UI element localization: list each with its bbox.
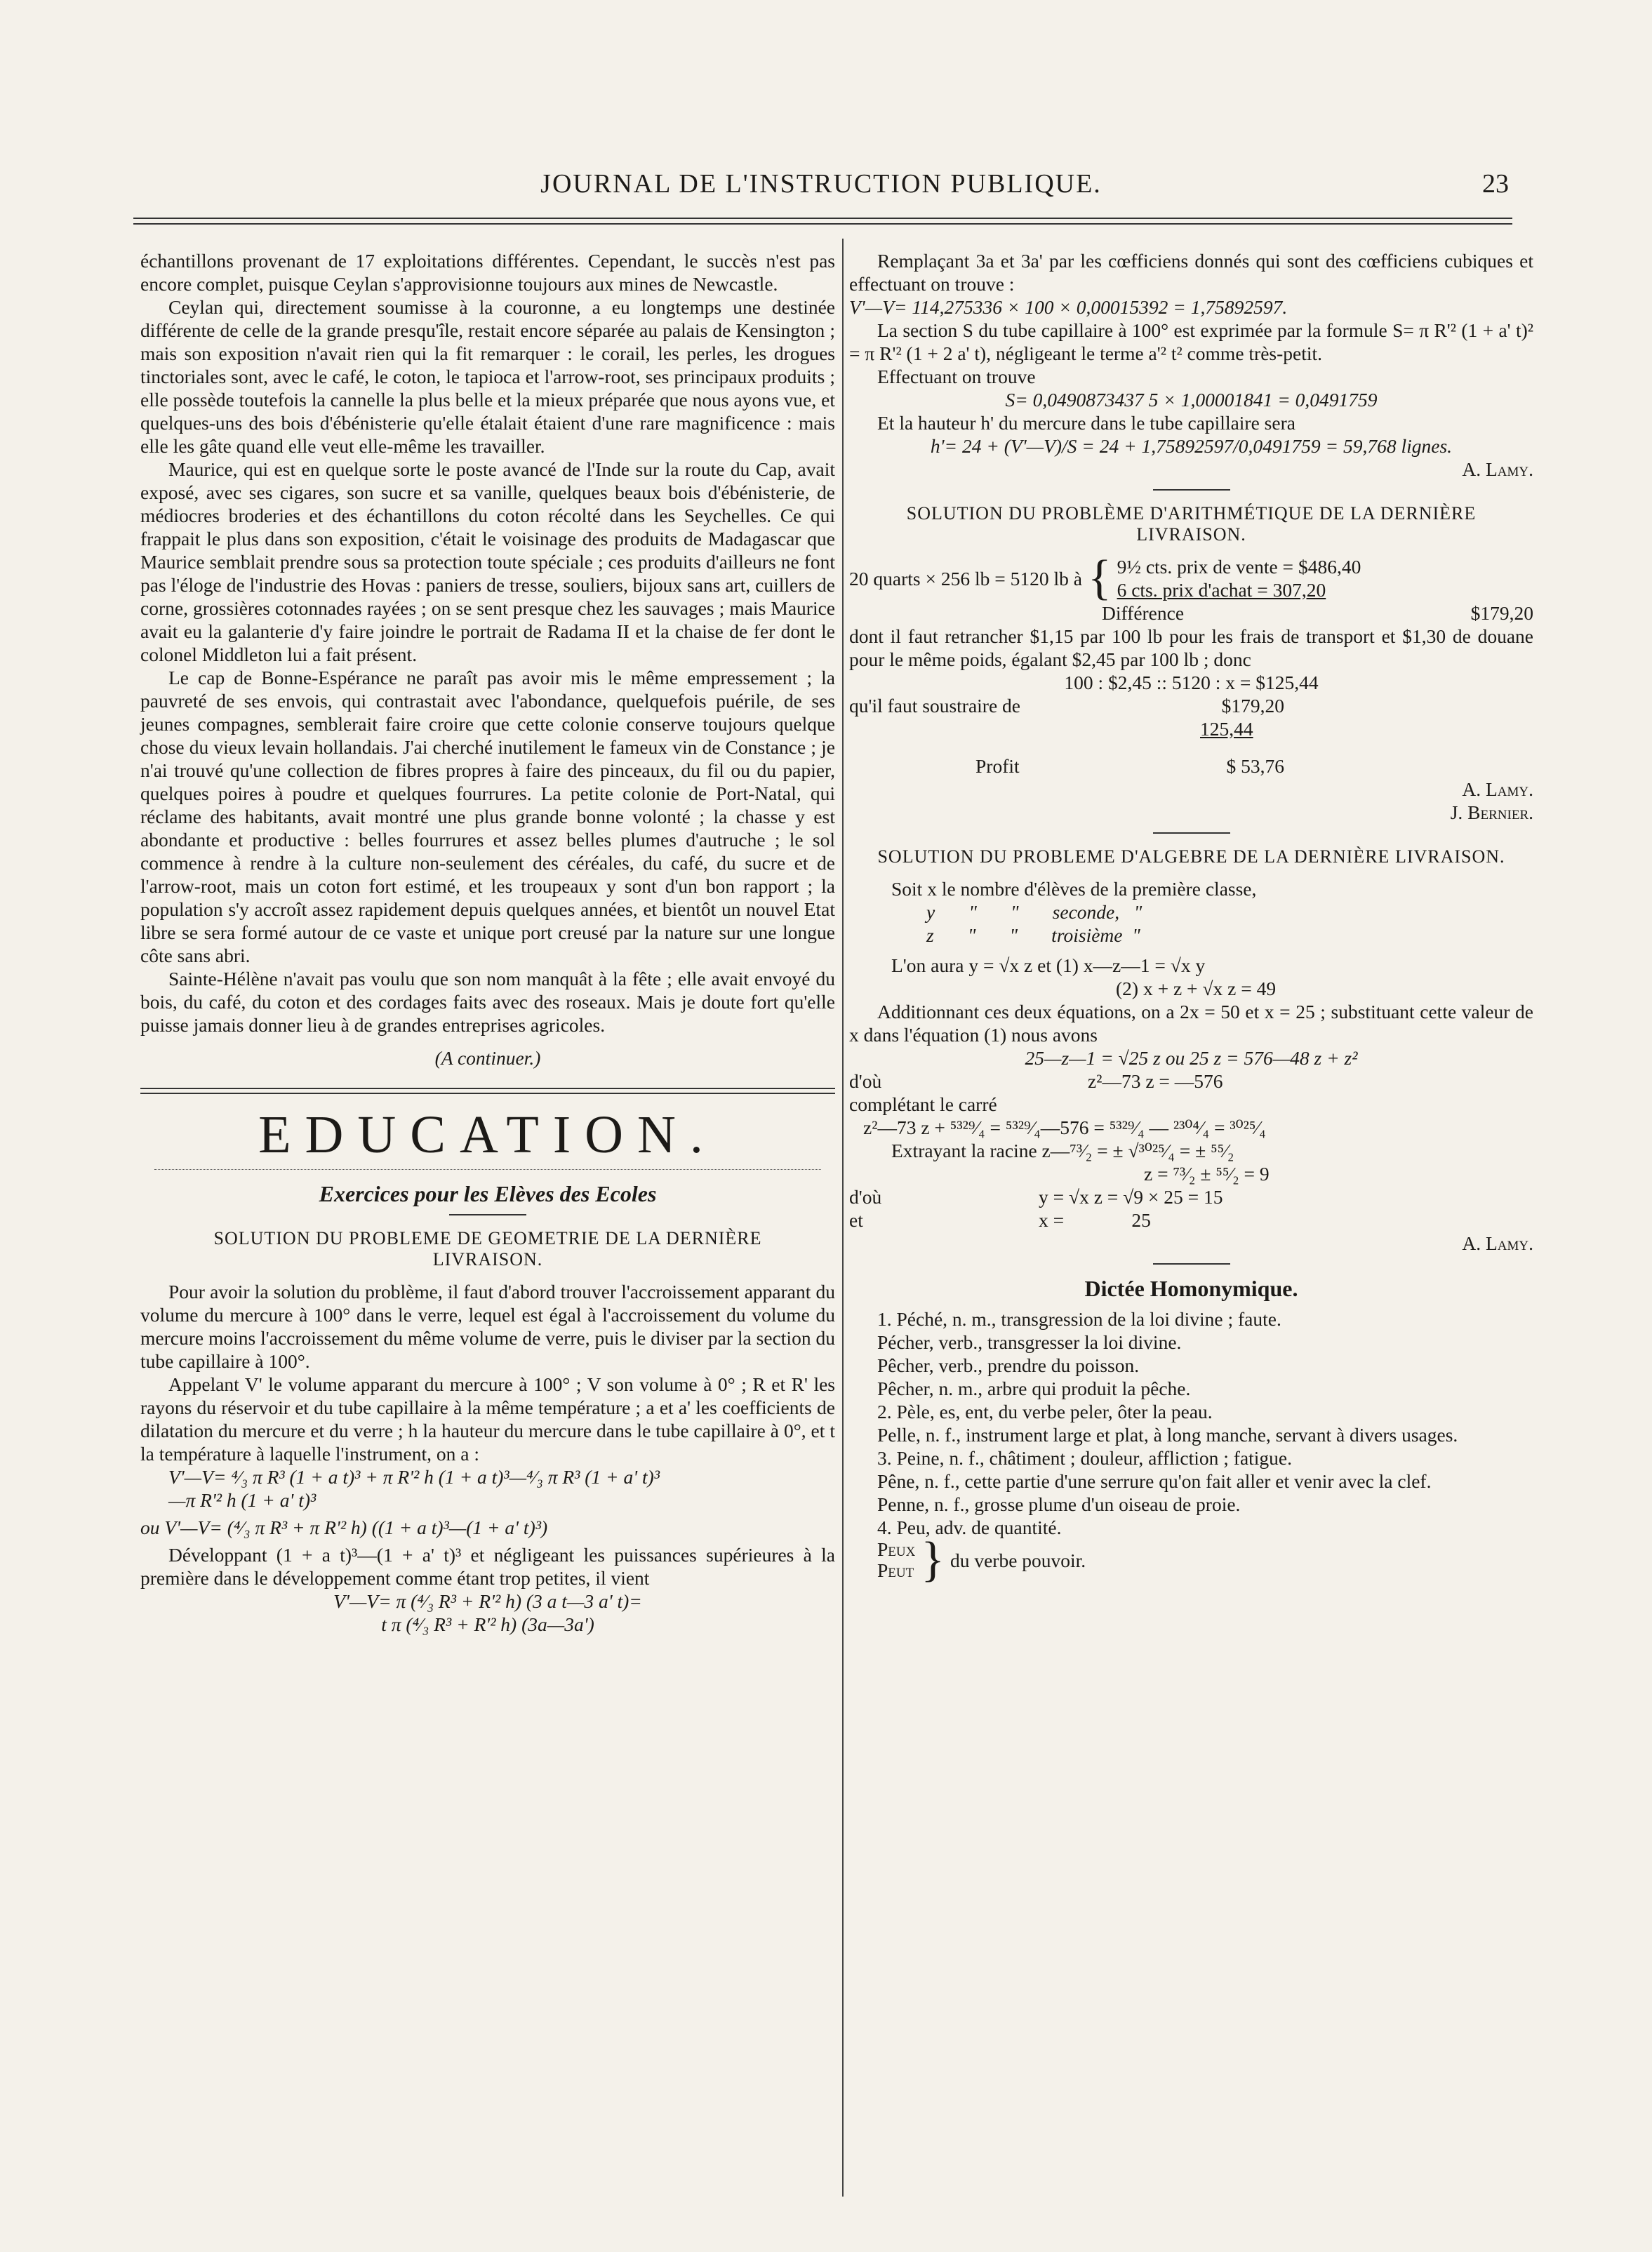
paragraph: Additionnant ces deux équations, on a 2x = 50 et x = 25 ; substituant cette valeur de x dans l'équation (1) nous avons [849,1001,1533,1046]
page-number: 23 [1482,169,1509,199]
page-header [133,161,1509,204]
algebra-line: complétant le carré [849,1093,997,1115]
equation: h'= 24 + (V'—V)/S = 24 + 1,75892597/0,0491759 = 59,768 lignes. [930,435,1453,457]
dictee-item: Pelle, n. f., instrument large et plat, à long manche, servant à divers usages. [877,1424,1458,1446]
paragraph: Maurice, qui est en quelque sorte le poste avancé de l'Inde sur la route du Cap, avait exposé, avec ses cigares, son sucre et sa vanille, quelques beaux bois d'ébénisterie, de médiocres broderies et des échantillons du coton récolté dans les Seychelles. Ce qui frappait le plus dans son exposition, c'était le voisinage des produits de Madagascar que Maurice semblait prendre sous sa protection toute spéciale ; ces produits d'ailleurs ne font pas l'éloge de l'industrie des Hovas : paniers de tresse, souliers, bijoux sans art, cuillers de corne, grossières cotonnades rayées ; on se sent presque chez les sauvages ; mais Maurice avait eu la galanterie d'y faire joindre le portrait de Radama II et la chaise de fer dont le colonel Middleton lui a fait présent. [140,458,835,665]
paragraph: Sainte-Hélène n'avait pas voulu que son nom manquât à la fête ; elle avait envoyé du bois, du café, du coton et des cordages faits avec des roseaux. Mais je doute fort qu'elle puisse jamais donner lieu à de grandes entreprises agricoles. [140,968,835,1036]
row-eq: z²—73 z = —576 [1088,1070,1223,1092]
algebra-line: z " " troisième " [926,924,1140,946]
algebra-title: SOLUTION DU PROBLEME D'ALGEBRE DE LA DERNIÈRE LIVRAISON. [877,846,1505,867]
paragraph: Le cap de Bonne-Espérance ne paraît pas avoir mis le même empressement ; la pauvreté de ses envois, qui contrastait avec l'abondance, quelquefois puérile, de ses jeunes compagnes, semblerait faire croire que cette colonie conserve toujours quelque chose du vieux levain hollandais. J'ai cherché inutilement le fameux vin de Constance ; je n'ai trouvé qu'une collection de fibres propres à faire des pinceaux, du fil ou du papier, quelques poires à poudre et quelques fourrures. La petite colonie de Port-Natal, qui réclame des habitants, avait montré une plus grande bonne volonté ; la chasse y est abondante et productive : belles fourrures et assez belles plumes d'autruche ; le sol commence à rendre à la culture non-seulement des céréales, du café, du sucre et de l'arrow-root, mais un coton fort estimé, et les troupeaux y sont d'un bon rapport ; la population s'y accroît assez rapidement depuis quelques années, et bientôt un nouvel Etat libre se sera formé autour de ce vaste et unique port creusé par la nature sur une longue côte sans abri. [140,667,835,966]
arith-cost: 6 cts. prix d'achat = 307,20 [1117,579,1326,601]
row-label: et [849,1209,863,1231]
equation: V'—V= π (⁴⁄₃ R³ + R'² h) (3 a t—3 a' t)= [333,1590,642,1612]
left-column [140,249,835,1636]
equation: S= 0,0490873437 5 × 1,00001841 = 0,0491759 [1005,389,1378,411]
short-rule [1153,1263,1230,1265]
column-divider [842,239,844,2197]
sub-label: qu'il faut soustraire de [849,695,1020,717]
brace: { [1087,551,1112,605]
peut: Peut [877,1559,914,1581]
algebra-row [849,1208,1533,1232]
equation: z²—73 z + ⁵³²⁹⁄₄ = ⁵³²⁹⁄₄—576 = ⁵³²⁹⁄₄ — ²³⁰⁴⁄₄ = ³⁰²⁵⁄₄ [863,1117,1266,1138]
row-label: d'où [849,1186,882,1208]
algebra-line: L'on aura y = √x z et (1) x—z—1 = √x y [891,954,1206,976]
geometry-title: SOLUTION DU PROBLEME DE GEOMETRIE DE LA DERNIÈRE LIVRAISON. [213,1228,762,1270]
header-rule [133,218,1512,225]
dictee-item: 2. Pèle, es, ent, du verbe peler, ôter la peau. [877,1401,1213,1423]
profit-label: Profit [975,755,1020,777]
to-be-continued: (A continuer.) [434,1047,541,1069]
right-column [849,249,1533,1587]
equation: —π R'² h (1 + a' t)³ [168,1489,317,1511]
arith-sale: 9½ cts. prix de vente = $486,40 [1117,556,1361,578]
short-rule [1153,832,1230,834]
equation: Extrayant la racine z—⁷³⁄₂ = ± √³⁰²⁵⁄₄ = ± ⁵⁵⁄₂ [891,1140,1234,1161]
algebra-row [849,1070,1533,1093]
equation: V'—V= ⁴⁄₃ π R³ (1 + a t)³ + π R'² h (1 + a t)³—⁴⁄₃ π R³ (1 + a' t)³ [168,1466,660,1488]
dictee-item: Pêcher, verb., prendre du poisson. [877,1354,1140,1376]
paragraph: La section S du tube capillaire à 100° est exprimée par la formule S= π R'² (1 + a' t)² = π R'² (1 + 2 a' t), négligeant le terme a'² t² comme très-petit. [849,319,1533,364]
equation: z = ⁷³⁄₂ ± ⁵⁵⁄₂ = 9 [1144,1163,1270,1185]
paragraph: Et la hauteur h' du mercure dans le tube capillaire sera [877,412,1295,434]
paragraph: Remplaçant 3a et 3a' par les cœfficiens donnés qui sont des cœfficiens cubiques et effectuant on trouve : [849,250,1533,295]
row-label: d'où [849,1070,882,1092]
signature: A. Lamy. [1462,778,1533,800]
dictee-item: Pêcher, n. m., arbre qui produit la pêche. [877,1378,1191,1399]
arith-line [849,551,1533,605]
signature: A. Lamy. [1462,1232,1533,1254]
paragraph: dont il faut retrancher $1,15 par 100 lb pour les frais de transport et $1,30 de douane pour le même poids, égalant $2,45 par 100 lb ; donc [849,625,1533,670]
profit-value: $ 53,76 [1226,755,1284,777]
dictee-list [849,1307,1533,1587]
equation: 25—z—1 = √25 z ou 25 z = 576—48 z + z² [1025,1047,1358,1069]
dictee-title: Dictée Homonymique. [1084,1276,1298,1301]
arith-diff [849,601,1533,625]
row-eq: y = √x z = √9 × 25 = 15 [1039,1186,1223,1208]
dictee-item: 1. Péché, n. m., transgression de la loi divine ; faute. [877,1308,1281,1330]
algebra-row [849,1185,1533,1208]
paragraph: Développant (1 + a t)³—(1 + a' t)³ et négligeant les puissances supérieures à la première dans le développement comme étant trop petites, il vient [140,1544,835,1589]
signature: J. Bernier. [1450,801,1533,823]
paragraph: Ceylan qui, directement soumisse à la couronne, a eu longtemps une destinée différente de celle de la grande presqu'île, restait encore séparée au palais de Kensington ; mais son exposition n'avait rien qui la fit remarquer : le corail, les perles, les drogues tinctoriales sont, avec le café, le coton, le tapioca et l'arrow-root, ses principaux produits ; elle possède toutefois la cannelle la plus belle et la mieux préparée que nous ayons vue, et quelques-uns des bois d'ébénisterie qu'elle étalait étaient d'une rare magnificence : mais elle les gâte quand elle veut elle-même les travailler. [140,296,835,457]
equation: V'—V= 114,275336 × 100 × 0,00015392 = 1,75892597. [849,296,1288,318]
dictee-item: Pêne, n. f., cette partie d'une serrure qu'on fait aller et venir avec la clef. [877,1470,1432,1492]
dictee-item [849,1533,1533,1587]
dotted-rule [154,1169,821,1170]
row-eq: x = 25 [1039,1209,1151,1231]
pouvoir-note: du verbe pouvoir. [950,1549,1086,1571]
signature: A. Lamy. [1462,458,1533,480]
dictee-item: Pécher, verb., transgresser la loi divine. [877,1331,1182,1353]
paragraph: Pour avoir la solution du problème, il faut d'abord trouver l'accroissement apparant du volume du mercure à 100° dans le verre, lequel est égal à l'accroissement du volume du mercure moins l'accroissement du même volume de verre, puis le diviser par la section du tube capillaire à 100°. [140,1281,835,1372]
dictee-item: Penne, n. f., grosse plume d'un oiseau de proie. [877,1493,1241,1515]
section-title: EDUCATION. [258,1105,717,1164]
arithmetic-title: SOLUTION DU PROBLÈME D'ARITHMÉTIQUE DE LA DERNIÈRE LIVRAISON. [906,503,1477,545]
arith-sub [849,694,1284,717]
paragraph: Appelant V' le volume apparant du mercure à 100° ; V son volume à 0° ; R et R' les rayons du réservoir et du tube capillaire à la même température ; a et a' les coefficients de dilatation du mercure et du verre ; h la hauteur du mercure dans le tube capillaire à 0°, et t la température à laquelle l'instrument, on a : [140,1373,835,1465]
proportion: 100 : $2,45 :: 5120 : x = $125,44 [1064,672,1319,693]
paragraph: Effectuant on trouve [877,366,1036,387]
algebra-line: (2) x + z + √x z = 49 [1116,978,1277,999]
running-title: JOURNAL DE L'INSTRUCTION PUBLIQUE. [540,169,1102,199]
arith-profit [849,754,1284,778]
dictee-item: 4. Peu, adv. de quantité. [877,1517,1062,1538]
paragraph: échantillons provenant de 17 exploitations différentes. Cependant, le succès n'est pas encore complet, puisque Ceylan s'approvisionne toujours aux mines de Newcastle. [140,250,835,295]
algebra-line: Soit x le nombre d'élèves de la première classe, [891,878,1257,900]
diff-label: Différence [1102,602,1185,624]
peux: Peux [877,1538,916,1560]
short-rule [1153,489,1230,491]
subhead: Exercices pour les Elèves des Ecoles [319,1181,657,1206]
dictee-item: 3. Peine, n. f., châtiment ; douleur, affliction ; fatigue. [877,1447,1293,1469]
equation: ou V'—V= (⁴⁄₃ π R³ + π R'² h) ((1 + a t)³—(1 + a' t)³) [140,1517,548,1538]
sub-value-2: 125,44 [1200,718,1253,740]
algebra-line: y " " seconde, " [926,901,1143,923]
short-rule [449,1214,526,1215]
brace: } [921,1533,945,1587]
diff-value: $179,20 [1470,602,1533,624]
section-rule [140,1088,835,1094]
arith-left: 20 quarts × 256 lb = 5120 lb à [849,567,1082,589]
equation: t π (⁴⁄₃ R³ + R'² h) (3a—3a') [381,1613,594,1635]
sub-value: $179,20 [1221,695,1284,717]
